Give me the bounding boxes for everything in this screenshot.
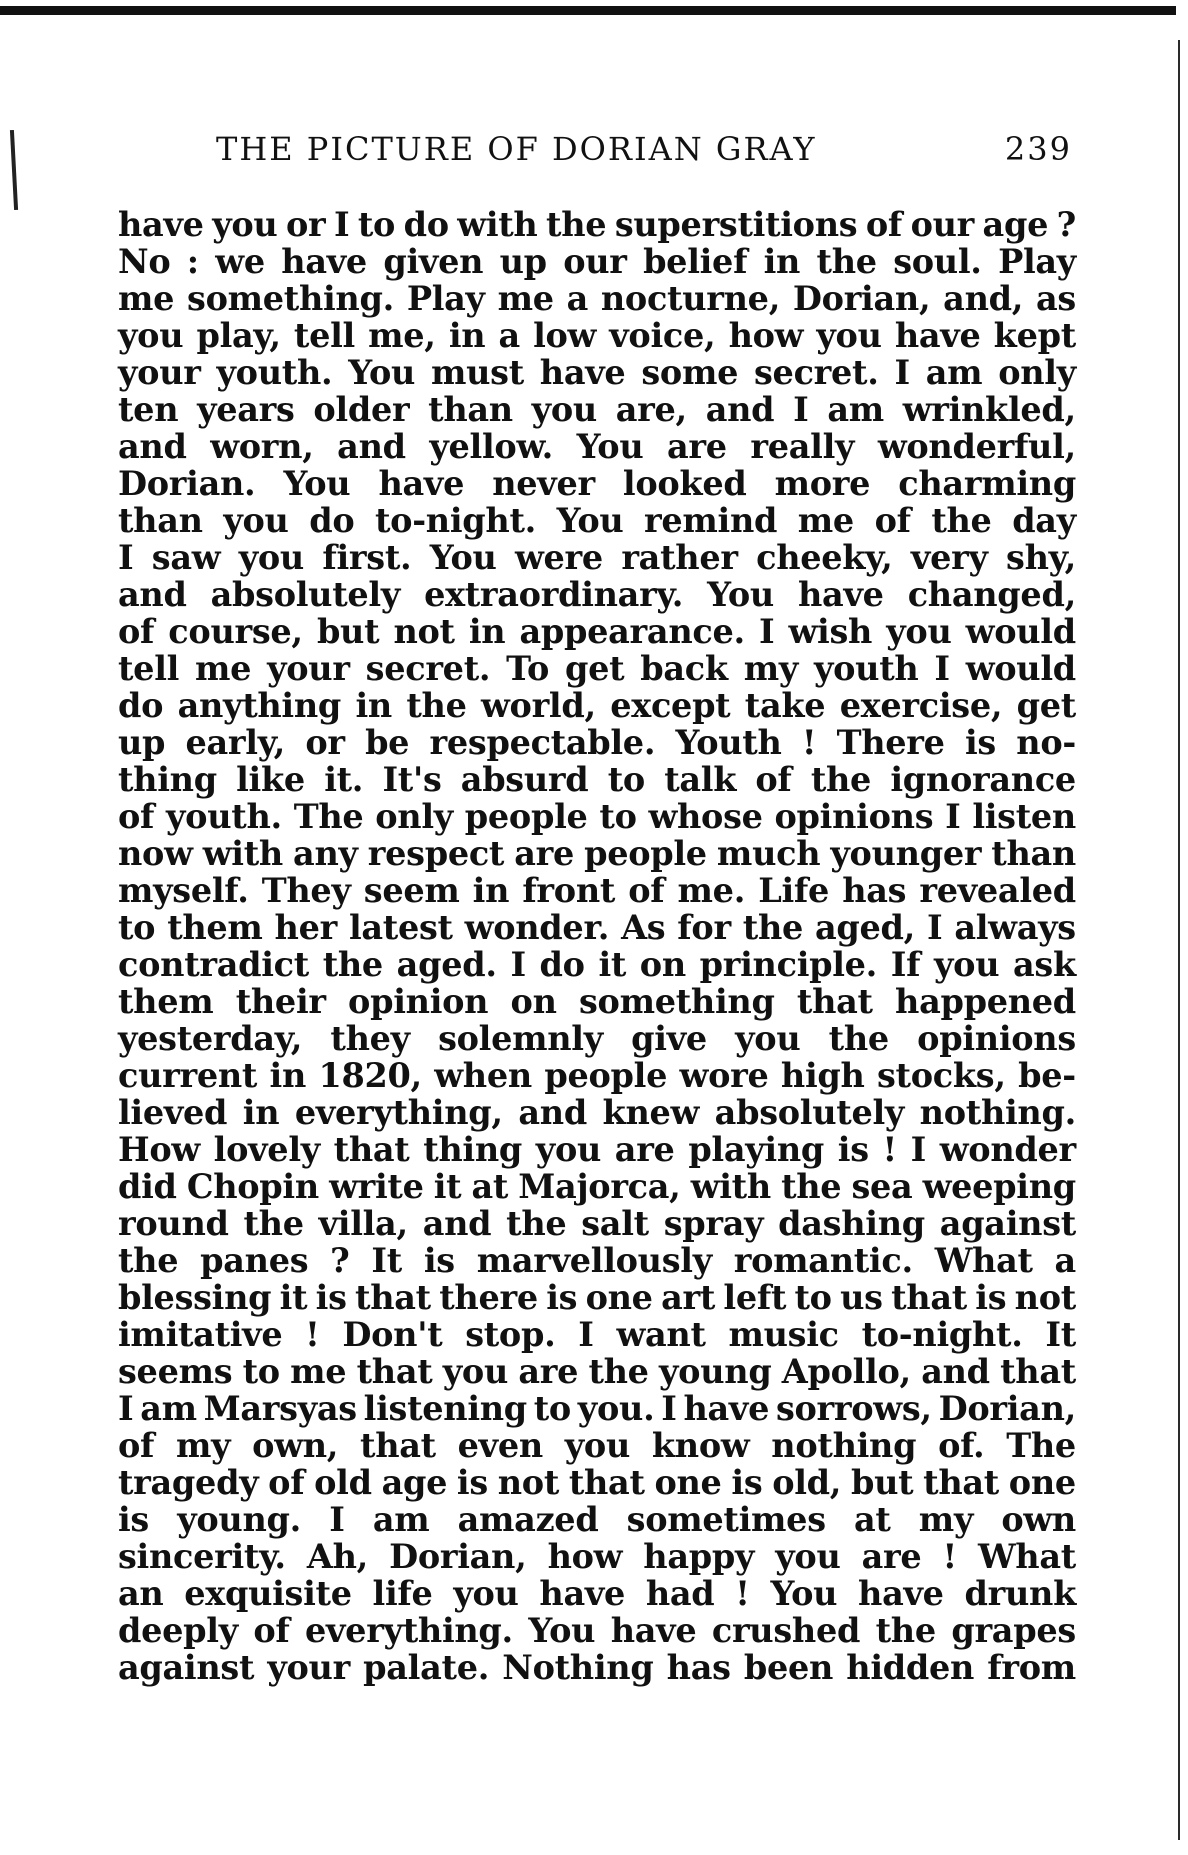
text-line: sincerity. Ah, Dorian, how happy you are ! What — [118, 1537, 1076, 1576]
text-line: tragedy of old age is not that one is old, but that one — [118, 1463, 1076, 1502]
text-line: current in 1820, when people wore high stocks, be- — [118, 1056, 1076, 1095]
text-line: to them her latest wonder. As for the aged, I always — [118, 908, 1076, 947]
text-line: ten years older than you are, and I am wrinkled, — [118, 390, 1076, 429]
text-line: blessing it is that there is one art left to us that is not — [118, 1278, 1076, 1317]
text-line: the panes ? It is marvellously romantic. What a — [118, 1241, 1076, 1280]
text-line: is young. I am amazed sometimes at my own — [118, 1500, 1076, 1539]
text-line: How lovely that thing you are playing is ! I wonder — [118, 1130, 1076, 1169]
text-line: Dorian. You have never looked more charming — [118, 464, 1076, 503]
text-line: I saw you first. You were rather cheeky, very shy, — [118, 538, 1076, 577]
text-line: of my own, that even you know nothing of. The — [118, 1426, 1076, 1465]
running-header — [216, 130, 1072, 178]
text-line: I am Marsyas listening to you. I have sorrows, Dorian, — [118, 1389, 1076, 1428]
text-line: seems to me that you are the young Apollo, and that — [118, 1352, 1076, 1391]
body-text — [118, 206, 1076, 1686]
text-line: and worn, and yellow. You are really wonderful, — [118, 427, 1076, 466]
top-border-rule — [0, 6, 1176, 15]
text-line: lieved in everything, and knew absolutely nothing. — [118, 1093, 1076, 1132]
text-line: round the villa, and the salt spray dashing against — [118, 1204, 1076, 1243]
text-line: of course, but not in appearance. I wish you would — [118, 612, 1076, 651]
text-line: than you do to-night. You remind me of the day — [118, 501, 1076, 540]
text-line: yesterday, they solemnly give you the opinions — [118, 1019, 1076, 1058]
running-title: THE PICTURE OF DORIAN GRAY — [216, 130, 817, 168]
text-line: myself. They seem in front of me. Life has revealed — [118, 871, 1076, 910]
text-line: did Chopin write it at Majorca, with the sea weeping — [118, 1167, 1076, 1206]
text-line: an exquisite life you have had ! You have drunk — [118, 1574, 1076, 1613]
text-line: do anything in the world, except take exercise, get — [118, 686, 1076, 725]
right-border-rule — [1178, 40, 1180, 1840]
text-line: imitative ! Don't stop. I want music to-night. It — [118, 1315, 1076, 1354]
text-line: you play, tell me, in a low voice, how you have kept — [118, 316, 1076, 355]
text-line: now with any respect are people much younger than — [118, 834, 1076, 873]
text-line: thing like it. It's absurd to talk of the ignorance — [118, 760, 1076, 799]
text-line: tell me your secret. To get back my youth I would — [118, 649, 1076, 688]
text-line: have you or I to do with the superstitions of our age ? — [118, 205, 1076, 244]
text-line: me something. Play me a nocturne, Dorian, and, as — [118, 279, 1076, 318]
page-number: 239 — [1004, 130, 1072, 168]
binding-mark — [10, 130, 18, 210]
text-line: and absolutely extraordinary. You have changed, — [118, 575, 1076, 614]
text-line: of youth. The only people to whose opinions I listen — [118, 797, 1076, 836]
text-line: deeply of everything. You have crushed the grapes — [118, 1611, 1076, 1650]
text-line: your youth. You must have some secret. I am only — [118, 353, 1076, 392]
text-line: No : we have given up our belief in the soul. Play — [118, 242, 1076, 281]
text-line: them their opinion on something that happened — [118, 982, 1076, 1021]
text-line: up early, or be respectable. Youth ! There is no- — [118, 723, 1076, 762]
text-line: contradict the aged. I do it on principle. If you ask — [118, 945, 1076, 984]
text-line: against your palate. Nothing has been hidden from — [118, 1648, 1076, 1687]
